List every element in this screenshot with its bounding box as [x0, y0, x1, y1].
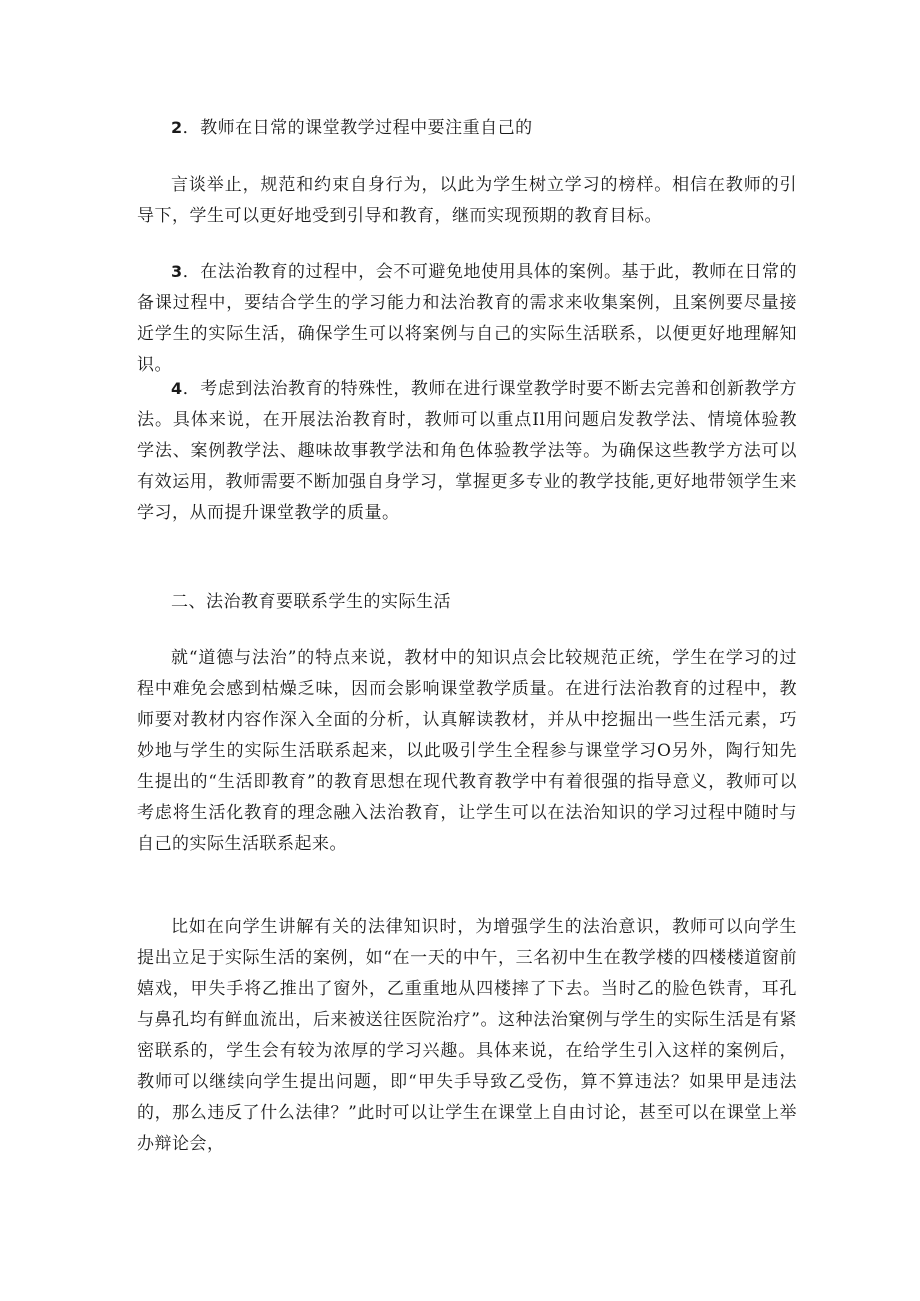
paragraph-example: 比如在向学生讲解有关的法律知识时，为增强学生的法治意识，教师可以向学生提出立足于实际生活的案例，如“在一天的中午，三名初中生在教学楼的四楼楼道窗前嬉戏，甲失手将乙推出了窗外，乙重重地从四楼摔了下去。当时乙的脸色铁青，耳孔与鼻孔均有鲜血流出，后来被送往医院治疗”。这种法治窠例与学生的实际生活是有紧密联系的，学生会有较为浓厚的学习兴趣。具体来说，在给学生引入这样的案例后，教师可以继续向学生提出问题，即“甲失手导致乙受伤，算不算违法？如果甲是违法的，那么违反了什么法律？”此时可以让学生在课堂上自由讨论，甚至可以在课堂上举办辩论会，: [137, 917, 797, 1154]
paragraph-real-life: 就“道德与法治”的特点来说，教材中的知识点会比较规范正统，学生在学习的过程中难免会感到枯燥乏味，因而会影响课堂教学质量。在进行法治教育的过程中，教师要对教材内容作深入全面的分析，认真解读教材，并从中挖掘出一些生活元素，巧妙地与学生的实际生活联系起来，以此吸引学生全程参与课堂学习O另外，陶行知先生提出的“生活即教育”的教育思想在现代教育教学中有着很强的指导意义，教师可以考虑将生活化教育的理念融入法治教育，让学生可以在法治知识的学习过程中随时与自己的实际生活联系起来。: [137, 648, 797, 854]
list-item-4: [137, 373, 797, 529]
list-number: 2: [171, 118, 183, 137]
list-item-text: ．在法治教育的过程中，会不可避免地使用具体的案例。基于此，教师在日常的备课过程中，要结合学生的学习能力和法治教育的需求来收集案例，且案例要尽量接近学生的实际生活，确保学生可以将案例与自己的实际生活联系，以便更好地理解知识。: [137, 262, 797, 375]
section-heading: 二、法治教育要联系学生的实际生活: [171, 592, 451, 612]
paragraph-conduct: 言谈举止，规范和约束自身行为，以此为学生树立学习的榜样。相信在教师的引导下，学生可以更好地受到引导和教育，继而实现预期的教育目标。: [137, 175, 797, 226]
list-number: 4: [171, 379, 183, 398]
list-item-text: ．考虑到法治教育的特殊性，教师在进行课堂教学时要不断去完善和创新教学方法。具体来说，在开展法治教育时，教师可以重点Il用问题启发教学法、情境体验教学法、案例教学法、趣味故事教学法和角色体验教学法等。为确保这些教学方法可以有效运用，教师需要不断加强自身学习，掌握更多专业的教学技能,更好地带领学生来学习，从而提升课堂教学的质量。: [137, 379, 797, 523]
list-item-2: [171, 112, 533, 144]
list-item-text: ．教师在日常的课堂教学过程中要注重自己的: [182, 118, 533, 138]
list-item-3: [137, 256, 797, 381]
list-number: 3: [171, 262, 183, 281]
